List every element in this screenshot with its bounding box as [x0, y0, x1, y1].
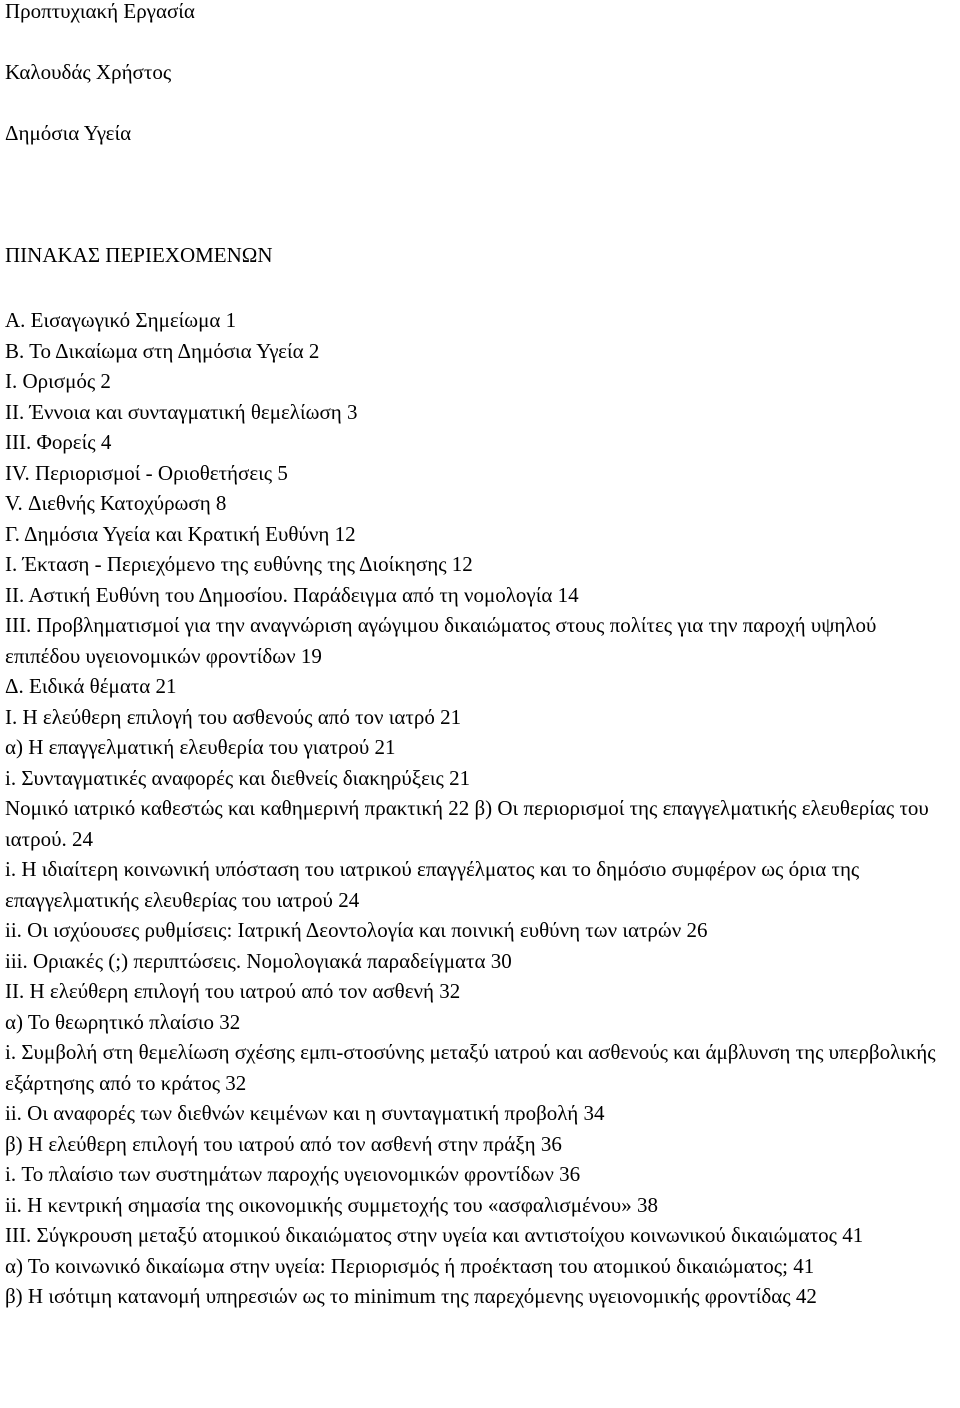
document-title: Προπτυχιακή Εργασία [5, 0, 195, 23]
toc-entry: i. Συμβολή στη θεμελίωση σχέσης εμπι-στοσύνης μεταξύ ιατρού και ασθενούς και άμβλυνση της υπερβολικής εξάρτησης από το κράτος 32 [5, 1040, 936, 1095]
toc-entry: i. Το πλαίσιο των συστημάτων παροχής υγειονομικών φροντίδων 36 [5, 1162, 581, 1186]
toc-entry: β) Η ελεύθερη επιλογή του ιατρού από τον ασθενή στην πράξη 36 [5, 1131, 562, 1156]
toc-entry: V. Διεθνής Κατοχύρωση 8 [5, 491, 227, 515]
toc-entry: Β. Το Δικαίωμα στη Δημόσια Υγεία 2 [5, 338, 320, 363]
toc-heading: ΠΙΝΑΚΑΣ ΠΕΡΙΕΧΟΜΕΝΩΝ [5, 243, 273, 267]
toc-entry: ΙΙ. Η ελεύθερη επιλογή του ιατρού από τον ασθενή 32 [5, 979, 461, 1003]
toc-entry: Νομικό ιατρικό καθεστώς και καθημερινή πρακτική 22 β) Οι περιορισμοί της επαγγελματικής ελευθερίας του ιατρού. 24 [5, 796, 929, 851]
toc-entry: ii. Η κεντρική σημασία της οικονομικής συμμετοχής του «ασφαλισμένου» 38 [5, 1192, 658, 1217]
toc-entry: β) Η ισότιμη κατανομή υπηρεσιών ως το minimum της παρεχόμενης υγειονομικής φροντίδας 42 [5, 1284, 817, 1308]
toc-entry: ΙΙΙ. Φορείς 4 [5, 430, 112, 454]
toc-entry: ii. Οι αναφορές των διεθνών κειμένων και η συνταγματική προβολή 34 [5, 1101, 605, 1125]
toc-entry: ΙΙ. Έννοια και συνταγματική θεμελίωση 3 [5, 399, 358, 424]
toc-entry: i. Συνταγματικές αναφορές και διεθνείς διακηρύξεις 21 [5, 765, 471, 790]
document-subject: Δημόσια Υγεία [5, 121, 132, 145]
toc-entry: α) Το θεωρητικό πλαίσιο 32 [5, 1009, 241, 1034]
toc-entry: α) Το κοινωνικό δικαίωμα στην υγεία: Περιορισμός ή προέκταση του ατομικού δικαιώματος; 41 [5, 1253, 815, 1278]
toc-entry: i. Η ιδιαίτερη κοινωνική υπόσταση του ιατρικού επαγγέλματος και το δημόσιο συμφέρον ως όρια της επαγγελματικής ελευθερίας του ιατρού 24 [5, 857, 860, 912]
toc-entry: α) Η επαγγελματική ελευθερία του γιατρού 21 [5, 735, 396, 759]
toc-entry: Ι. Έκταση - Περιεχόμενο της ευθύνης της Διοίκησης 12 [5, 552, 473, 576]
toc-entry: IV. Περιορισμοί - Οριοθετήσεις 5 [5, 460, 288, 485]
toc-entry: ΙΙ. Αστική Ευθύνη του Δημοσίου. Παράδειγμα από τη νομολογία 14 [5, 582, 579, 607]
toc-entry: ΙΙΙ. Προβληματισμοί για την αναγνώριση αγώγιμου δικαιώματος στους πολίτες για την παροχή υψηλού επιπέδου υγειονομικών φροντίδων 19 [5, 613, 877, 668]
toc-entry: Γ. Δημόσια Υγεία και Κρατική Ευθύνη 12 [5, 521, 356, 546]
toc-entry: Ι. Ορισμός 2 [5, 369, 111, 393]
toc-entry: Δ. Ειδικά θέματα 21 [5, 674, 177, 698]
table-of-contents [5, 305, 955, 1312]
toc-entry: Α. Εισαγωγικό Σημείωμα 1 [5, 308, 237, 332]
toc-entry: iii. Οριακές (;) περιπτώσεις. Νομολογιακά παραδείγματα 30 [5, 948, 512, 973]
toc-entry: ΙΙΙ. Σύγκρουση μεταξύ ατομικού δικαιώματος στην υγεία και αντιστοίχου κοινωνικού δικαιώματος 41 [5, 1223, 864, 1247]
toc-entry: ii. Οι ισχύουσες ρυθμίσεις: Ιατρική Δεοντολογία και ποινική ευθύνη των ιατρών 26 [5, 918, 708, 942]
document-author: Καλουδάς Χρήστος [5, 60, 172, 84]
toc-entry: Ι. Η ελεύθερη επιλογή του ασθενούς από τον ιατρό 21 [5, 704, 462, 729]
